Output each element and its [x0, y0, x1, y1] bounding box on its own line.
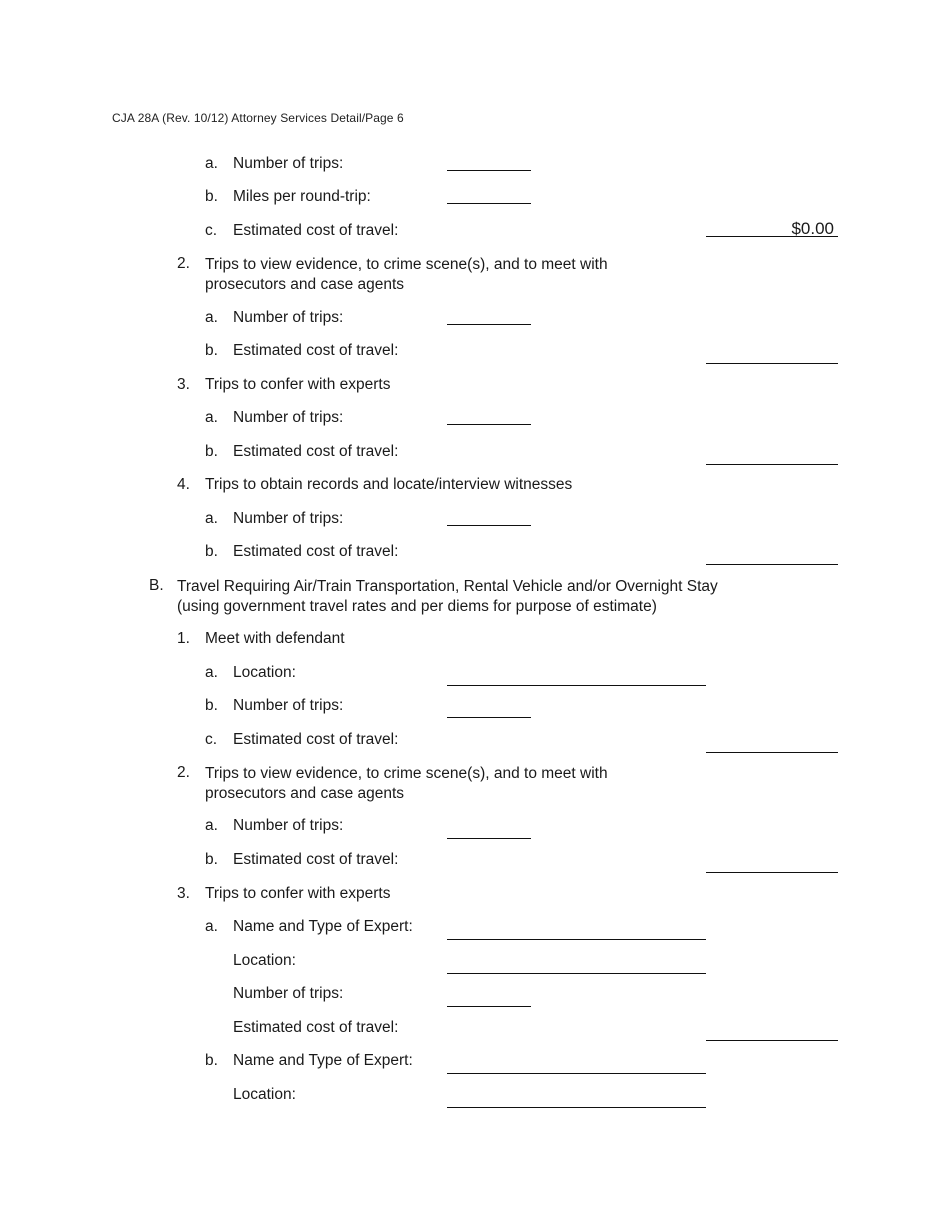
estimated-cost-field[interactable]: $0.00 — [706, 219, 838, 237]
item-label: Estimated cost of travel: — [233, 851, 399, 868]
form-row — [0, 630, 950, 652]
number-of-trips-field[interactable] — [447, 170, 531, 171]
item-marker: 1. — [177, 630, 190, 647]
form-row — [0, 309, 950, 331]
number-of-trips-field[interactable] — [447, 525, 531, 526]
form-row — [0, 443, 950, 465]
item-label: Number of trips: — [233, 409, 344, 426]
form-row — [0, 188, 950, 210]
form-row — [0, 476, 950, 498]
item-marker: b. — [205, 543, 218, 560]
item-label: Trips to confer with experts — [205, 885, 391, 902]
item-label: Trips to confer with experts — [205, 376, 391, 393]
item-label: Trips to obtain records and locate/interview witnesses — [205, 476, 573, 493]
item-label: Number of trips: — [233, 510, 344, 527]
form-row — [0, 1052, 950, 1074]
form-row — [0, 851, 950, 873]
item-marker: a. — [205, 817, 218, 834]
form-row — [0, 985, 950, 1007]
expert-name-type-field[interactable] — [447, 939, 706, 940]
form-row — [0, 918, 950, 940]
form-row — [0, 885, 950, 907]
estimated-cost-field[interactable] — [706, 464, 838, 465]
form-row — [0, 255, 950, 299]
section-heading — [0, 577, 950, 621]
item-marker: a. — [205, 309, 218, 326]
item-label: Estimated cost of travel: — [233, 543, 399, 560]
number-of-trips-field[interactable] — [447, 838, 531, 839]
location-field[interactable] — [447, 1107, 706, 1108]
item-label: Estimated cost of travel: — [233, 443, 399, 460]
form-row — [0, 376, 950, 398]
item-marker: 2. — [177, 764, 190, 781]
item-label: Estimated cost of travel: — [233, 222, 399, 239]
item-label: Number of trips: — [233, 817, 344, 834]
item-label: Name and Type of Expert: — [233, 918, 413, 935]
form-row — [0, 219, 950, 244]
estimated-cost-field[interactable] — [706, 1040, 838, 1041]
number-of-trips-field[interactable] — [447, 324, 531, 325]
form-row — [0, 697, 950, 719]
item-marker: a. — [205, 918, 218, 935]
item-label: Estimated cost of travel: — [233, 1019, 399, 1036]
item-marker: 4. — [177, 476, 190, 493]
item-marker: b. — [205, 443, 218, 460]
item-label: Location: — [233, 664, 296, 681]
form-row — [0, 342, 950, 364]
form-row — [0, 1019, 950, 1041]
item-marker: a. — [205, 155, 218, 172]
item-marker: 2. — [177, 255, 190, 272]
estimated-cost-field[interactable] — [706, 872, 838, 873]
item-marker: a. — [205, 510, 218, 527]
form-row — [0, 952, 950, 974]
item-marker: 3. — [177, 885, 190, 902]
item-marker: c. — [205, 222, 218, 239]
item-label: Location: — [233, 1086, 296, 1103]
number-of-trips-field[interactable] — [447, 717, 531, 718]
number-of-trips-field[interactable] — [447, 1006, 531, 1007]
item-label: Number of trips: — [233, 697, 344, 714]
item-marker: b. — [205, 697, 218, 714]
item-label: Number of trips: — [233, 155, 344, 172]
location-field[interactable] — [447, 973, 706, 974]
item-label: Name and Type of Expert: — [233, 1052, 413, 1069]
form-row — [0, 817, 950, 839]
form-row — [0, 664, 950, 686]
miles-per-round-trip-field[interactable] — [447, 203, 531, 204]
item-label: Trips to view evidence, to crime scene(s), and to meet with prosecutors and case agents — [205, 256, 608, 293]
item-label: Estimated cost of travel: — [233, 731, 399, 748]
location-field[interactable] — [447, 685, 706, 686]
expert-name-type-field[interactable] — [447, 1073, 706, 1074]
item-label: Location: — [233, 952, 296, 969]
estimated-cost-field[interactable] — [706, 564, 838, 565]
form-row — [0, 1086, 950, 1108]
item-marker: b. — [205, 342, 218, 359]
item-label: Estimated cost of travel: — [233, 342, 399, 359]
form-row — [0, 731, 950, 753]
form-row — [0, 764, 950, 808]
item-marker: 3. — [177, 376, 190, 393]
item-marker: b. — [205, 851, 218, 868]
estimated-cost-field[interactable] — [706, 363, 838, 364]
form-row — [0, 510, 950, 532]
number-of-trips-field[interactable] — [447, 424, 531, 425]
item-label: Travel Requiring Air/Train Transportation, Rental Vehicle and/or Overnight Stay (using government travel rates and per diems for purpose of estimate) — [177, 578, 718, 615]
item-marker: b. — [205, 188, 218, 205]
item-label: Trips to view evidence, to crime scene(s), and to meet with prosecutors and case agents — [205, 765, 608, 802]
item-label: Miles per round-trip: — [233, 188, 371, 205]
item-label: Number of trips: — [233, 309, 344, 326]
item-marker: a. — [205, 409, 218, 426]
form-row — [0, 155, 950, 177]
estimated-cost-field[interactable] — [706, 752, 838, 753]
item-marker: B. — [149, 577, 164, 594]
item-marker: b. — [205, 1052, 218, 1069]
page-header: CJA 28A (Rev. 10/12) Attorney Services Detail/Page 6 — [112, 111, 404, 125]
form-row — [0, 543, 950, 565]
item-label: Meet with defendant — [205, 630, 345, 647]
item-marker: c. — [205, 731, 218, 748]
form-row — [0, 409, 950, 431]
item-label: Number of trips: — [233, 985, 344, 1002]
item-marker: a. — [205, 664, 218, 681]
